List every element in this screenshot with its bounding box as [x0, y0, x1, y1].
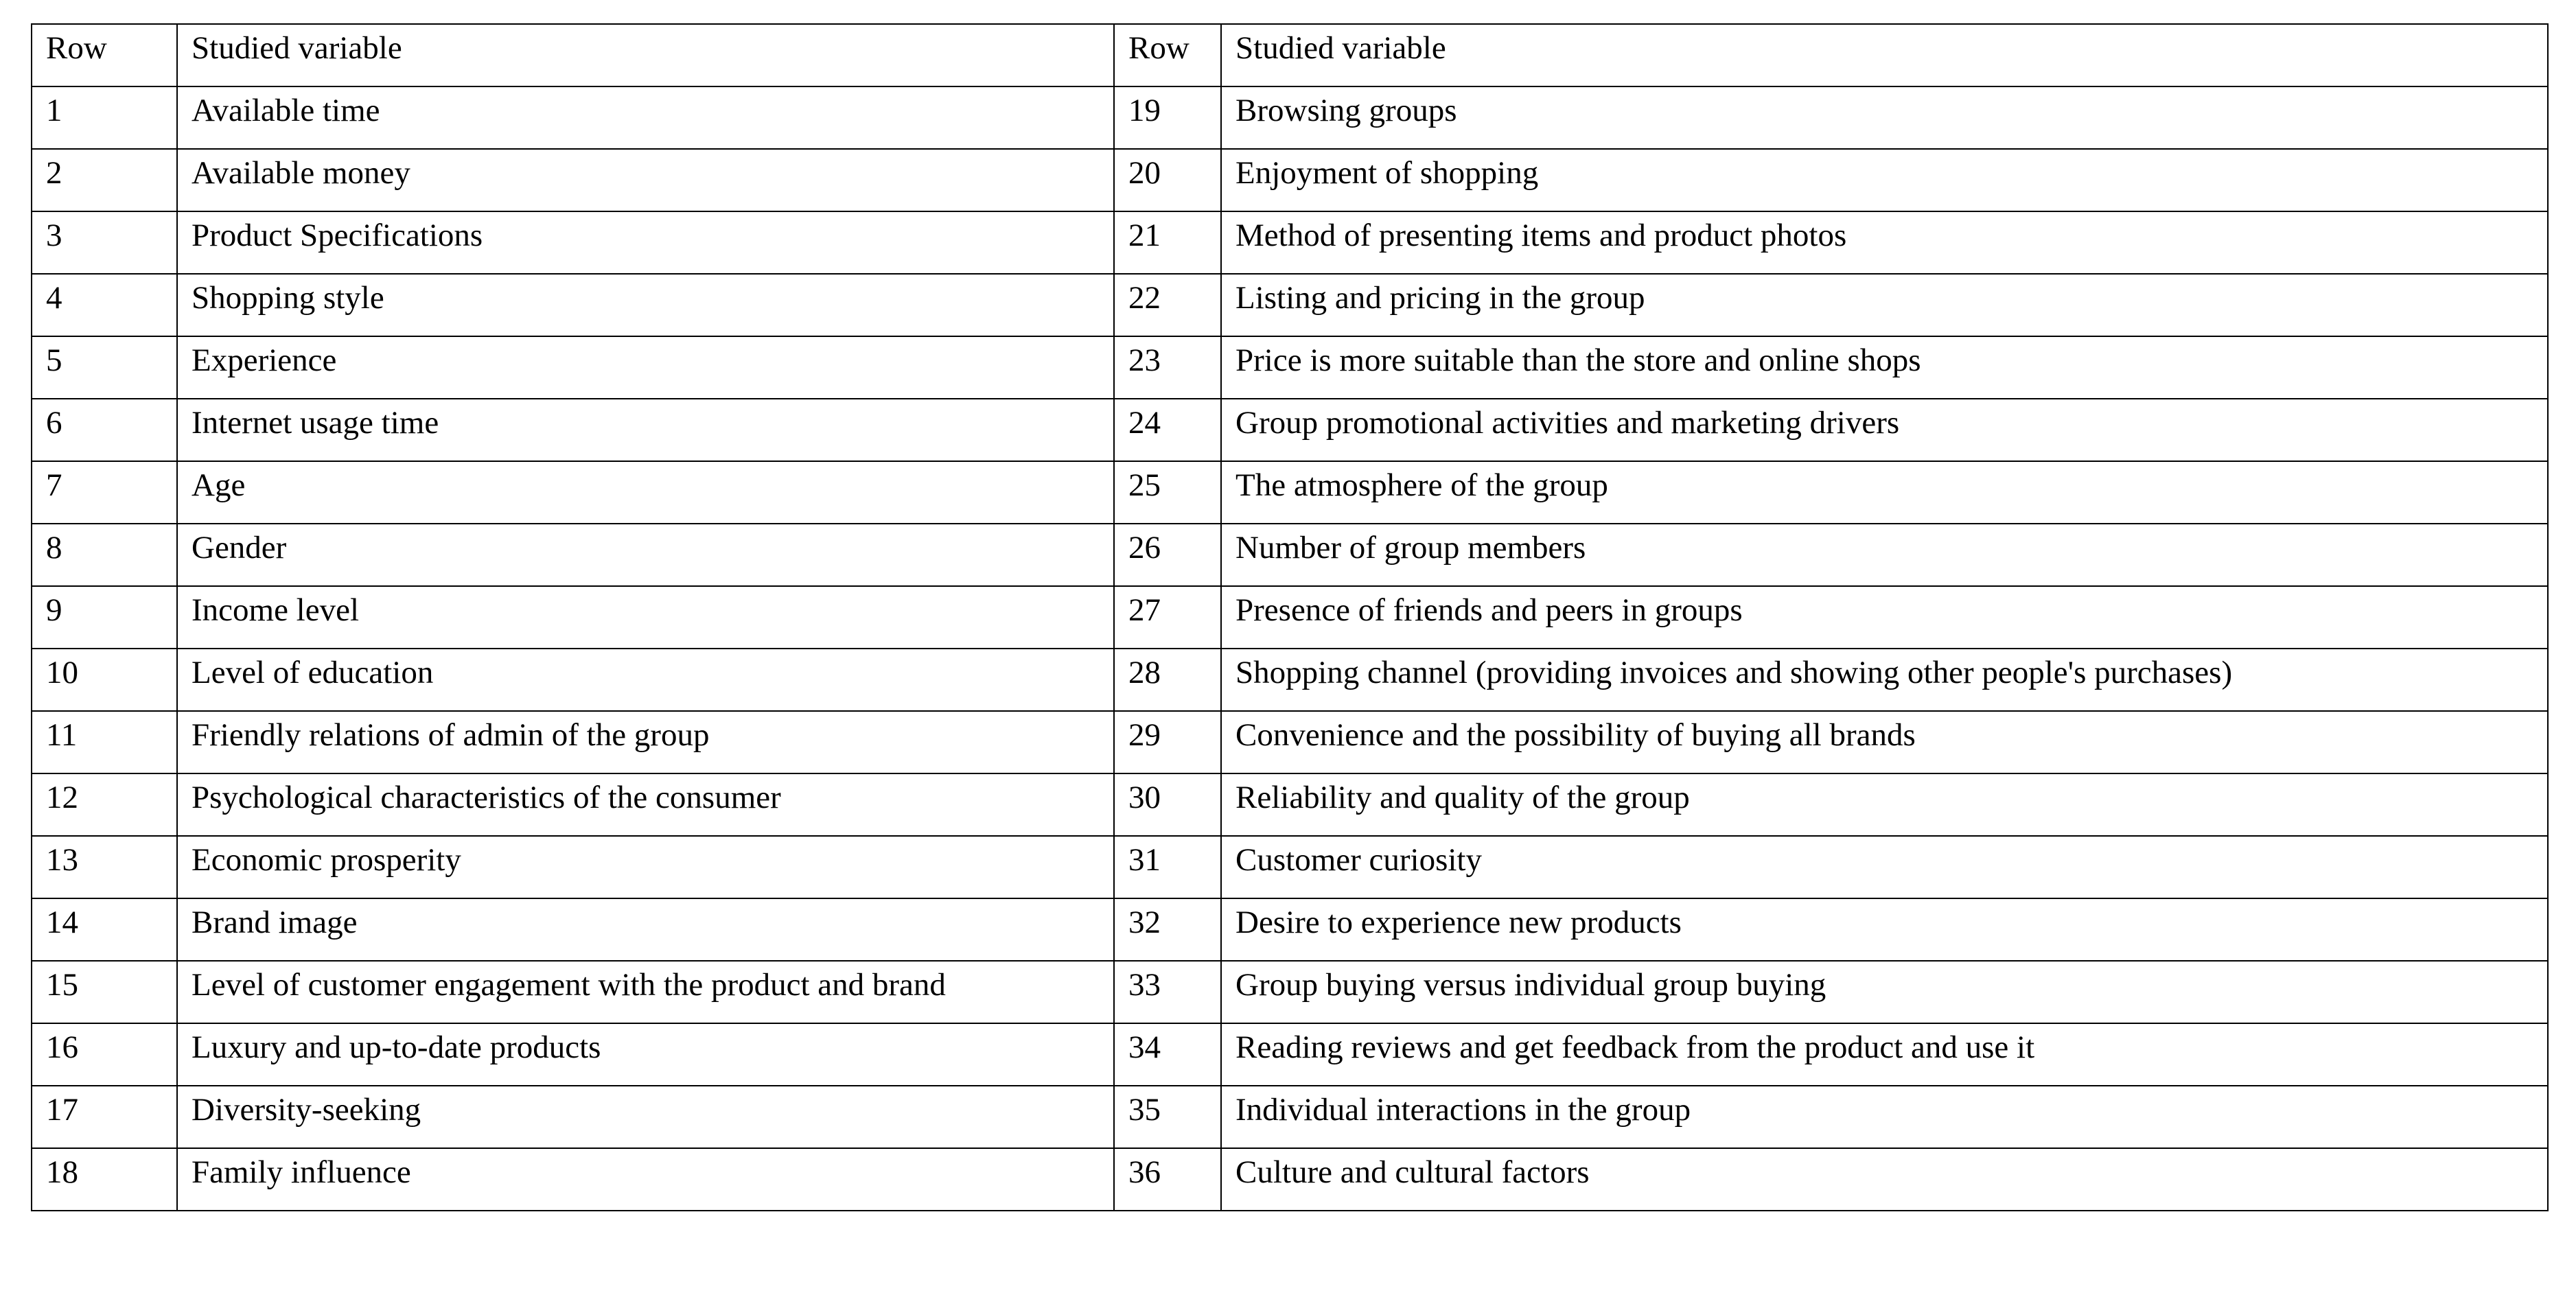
- variable-right: Individual interactions in the group: [1221, 1086, 2548, 1148]
- table-row: [32, 1148, 2548, 1211]
- row-number-right: 19: [1114, 86, 1221, 149]
- row-number-right: 28: [1114, 649, 1221, 711]
- row-number-right: 30: [1114, 773, 1221, 836]
- table-row: [32, 149, 2548, 211]
- table-header-row: [32, 24, 2548, 86]
- row-number-left: 11: [32, 711, 177, 773]
- variable-left: Diversity-seeking: [177, 1086, 1114, 1148]
- header-row-left: Row: [32, 24, 177, 86]
- variable-right: Desire to experience new products: [1221, 898, 2548, 961]
- variable-left: Internet usage time: [177, 399, 1114, 461]
- row-number-left: 5: [32, 336, 177, 399]
- row-number-left: 8: [32, 524, 177, 586]
- header-variable-right: Studied variable: [1221, 24, 2548, 86]
- row-number-right: 35: [1114, 1086, 1221, 1148]
- variable-left: Available money: [177, 149, 1114, 211]
- row-number-left: 13: [32, 836, 177, 898]
- variable-left: Shopping style: [177, 274, 1114, 336]
- row-number-left: 3: [32, 211, 177, 274]
- row-number-left: 4: [32, 274, 177, 336]
- row-number-right: 32: [1114, 898, 1221, 961]
- variable-right: Group buying versus individual group buying: [1221, 961, 2548, 1023]
- variable-left: Level of education: [177, 649, 1114, 711]
- variable-right: Customer curiosity: [1221, 836, 2548, 898]
- variable-right: Group promotional activities and marketing drivers: [1221, 399, 2548, 461]
- row-number-left: 15: [32, 961, 177, 1023]
- variable-right: Reliability and quality of the group: [1221, 773, 2548, 836]
- variable-right: Listing and pricing in the group: [1221, 274, 2548, 336]
- row-number-left: 9: [32, 586, 177, 649]
- row-number-right: 23: [1114, 336, 1221, 399]
- row-number-right: 29: [1114, 711, 1221, 773]
- row-number-right: 24: [1114, 399, 1221, 461]
- variable-left: Product Specifications: [177, 211, 1114, 274]
- row-number-right: 27: [1114, 586, 1221, 649]
- variable-left: Age: [177, 461, 1114, 524]
- table-row: [32, 1023, 2548, 1086]
- row-number-right: 26: [1114, 524, 1221, 586]
- variable-left: Brand image: [177, 898, 1114, 961]
- variable-right: Enjoyment of shopping: [1221, 149, 2548, 211]
- variable-left: Income level: [177, 586, 1114, 649]
- table-row: [32, 211, 2548, 274]
- variable-right: Price is more suitable than the store and online shops: [1221, 336, 2548, 399]
- table-row: [32, 586, 2548, 649]
- row-number-right: 25: [1114, 461, 1221, 524]
- table-row: [32, 524, 2548, 586]
- row-number-right: 21: [1114, 211, 1221, 274]
- row-number-right: 20: [1114, 149, 1221, 211]
- table-row: [32, 336, 2548, 399]
- row-number-left: 7: [32, 461, 177, 524]
- row-number-left: 18: [32, 1148, 177, 1211]
- variable-left: Gender: [177, 524, 1114, 586]
- row-number-right: 31: [1114, 836, 1221, 898]
- variable-right: Number of group members: [1221, 524, 2548, 586]
- variable-right: Shopping channel (providing invoices and showing other people's purchases): [1221, 649, 2548, 711]
- header-row-right: Row: [1114, 24, 1221, 86]
- variables-table-container: [31, 23, 2549, 1211]
- header-variable-left: Studied variable: [177, 24, 1114, 86]
- table-row: [32, 1086, 2548, 1148]
- row-number-right: 36: [1114, 1148, 1221, 1211]
- variable-right: The atmosphere of the group: [1221, 461, 2548, 524]
- table-row: [32, 86, 2548, 149]
- variable-left: Level of customer engagement with the product and brand: [177, 961, 1114, 1023]
- table-row: [32, 399, 2548, 461]
- row-number-left: 12: [32, 773, 177, 836]
- variable-right: Culture and cultural factors: [1221, 1148, 2548, 1211]
- row-number-right: 33: [1114, 961, 1221, 1023]
- variable-left: Experience: [177, 336, 1114, 399]
- variable-right: Convenience and the possibility of buying all brands: [1221, 711, 2548, 773]
- table-row: [32, 898, 2548, 961]
- row-number-left: 17: [32, 1086, 177, 1148]
- table-row: [32, 461, 2548, 524]
- row-number-left: 14: [32, 898, 177, 961]
- variable-left: Psychological characteristics of the consumer: [177, 773, 1114, 836]
- variable-left: Available time: [177, 86, 1114, 149]
- variable-left: Family influence: [177, 1148, 1114, 1211]
- studied-variables-table: [31, 23, 2549, 1211]
- variable-left: Luxury and up-to-date products: [177, 1023, 1114, 1086]
- row-number-right: 22: [1114, 274, 1221, 336]
- row-number-left: 10: [32, 649, 177, 711]
- table-row: [32, 961, 2548, 1023]
- row-number-left: 6: [32, 399, 177, 461]
- table-row: [32, 274, 2548, 336]
- row-number-left: 16: [32, 1023, 177, 1086]
- variable-right: Presence of friends and peers in groups: [1221, 586, 2548, 649]
- table-row: [32, 649, 2548, 711]
- row-number-left: 1: [32, 86, 177, 149]
- table-row: [32, 836, 2548, 898]
- table-body: [32, 86, 2548, 1211]
- variable-left: Friendly relations of admin of the group: [177, 711, 1114, 773]
- variable-right: Reading reviews and get feedback from the product and use it: [1221, 1023, 2548, 1086]
- table-row: [32, 773, 2548, 836]
- table-row: [32, 711, 2548, 773]
- variable-left: Economic prosperity: [177, 836, 1114, 898]
- variable-right: Method of presenting items and product photos: [1221, 211, 2548, 274]
- row-number-left: 2: [32, 149, 177, 211]
- variable-right: Browsing groups: [1221, 86, 2548, 149]
- row-number-right: 34: [1114, 1023, 1221, 1086]
